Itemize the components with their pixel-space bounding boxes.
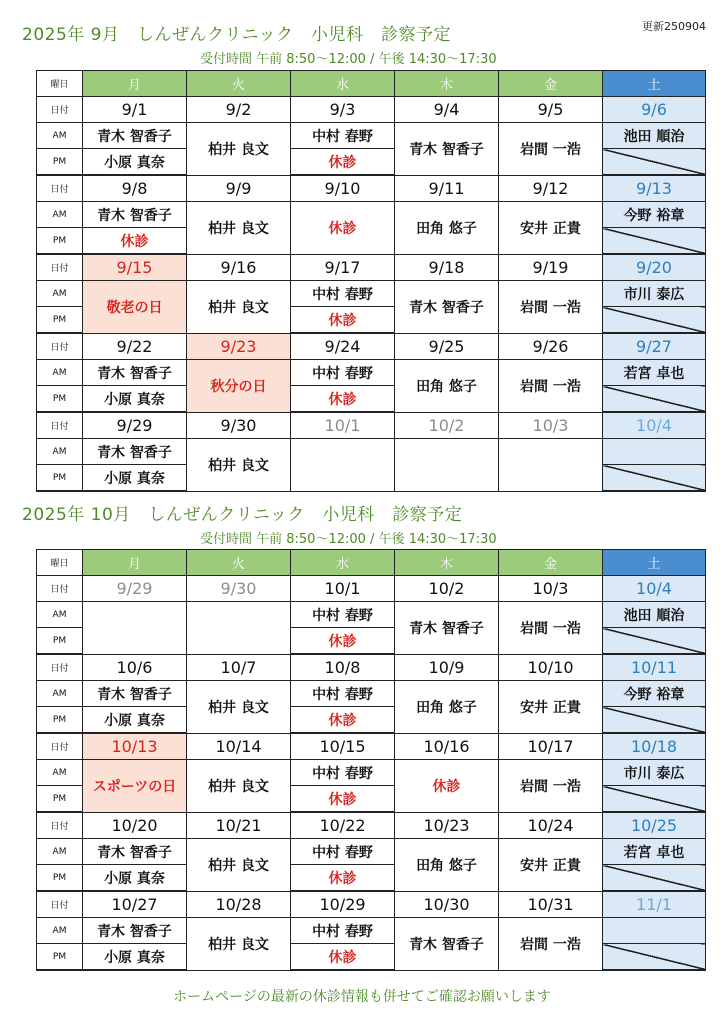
date-cell: 10/30 (395, 891, 499, 918)
date-cell: 10/10 (499, 654, 603, 681)
doctor-cell: 青木 智香子 (83, 439, 187, 465)
date-cell: 10/16 (395, 733, 499, 760)
date-cell: 10/23 (395, 812, 499, 839)
date-cell: 10/7 (187, 654, 291, 681)
doctor-cell: 田角 悠子 (395, 202, 499, 255)
closed-cell: 休診 (291, 149, 395, 176)
date-cell: 10/28 (187, 891, 291, 918)
sat-blank-cell (603, 918, 706, 944)
october-schedule-table (36, 549, 706, 971)
closed-cell: 休診 (395, 760, 499, 813)
empty-cell (187, 602, 291, 655)
header-wed: 水 (291, 550, 395, 576)
doctor-cell: 青木 智香子 (83, 360, 187, 386)
header-wed: 水 (291, 71, 395, 97)
date-cell: 10/31 (499, 891, 603, 918)
closed-cell: 休診 (291, 944, 395, 971)
doctor-cell: 田角 悠子 (395, 681, 499, 734)
sat-pm-slash (603, 707, 706, 734)
date-row-label: 日付 (37, 733, 83, 760)
date-cell-holiday: 10/13 (83, 733, 187, 760)
date-cell: 10/24 (499, 812, 603, 839)
doctor-cell: 中村 春野 (291, 123, 395, 149)
date-cell: 9/29 (83, 412, 187, 439)
sat-pm-slash (603, 865, 706, 892)
doctor-cell: 中村 春野 (291, 360, 395, 386)
date-cell: 9/30 (187, 412, 291, 439)
header-row (37, 550, 706, 576)
doctor-cell: 安井 正貴 (499, 839, 603, 892)
date-cell-sat: 10/18 (603, 733, 706, 760)
date-cell: 10/29 (291, 891, 395, 918)
date-cell-prev-month: 9/30 (187, 576, 291, 602)
header-tue: 火 (187, 71, 291, 97)
sat-pm-slash (603, 944, 706, 971)
october-title: 2025年 10月 しんぜんクリニック 小児科 診察予定 (22, 505, 463, 525)
am-row-label: AM (37, 918, 83, 944)
closed-cell: 休診 (291, 307, 395, 334)
doctor-cell: 中村 春野 (291, 839, 395, 865)
date-cell: 9/2 (187, 97, 291, 123)
doctor-cell: 柏井 良文 (187, 839, 291, 892)
date-cell: 9/17 (291, 254, 395, 281)
date-cell: 9/18 (395, 254, 499, 281)
doctor-cell: 田角 悠子 (395, 839, 499, 892)
doctor-cell: 小原 真奈 (83, 386, 187, 413)
doctor-cell: 柏井 良文 (187, 281, 291, 334)
doctor-cell: 小原 真奈 (83, 707, 187, 734)
date-cell: 9/10 (291, 175, 395, 202)
am-row-label: AM (37, 123, 83, 149)
date-cell-sat: 9/20 (603, 254, 706, 281)
date-row-label: 日付 (37, 654, 83, 681)
am-row-label: AM (37, 202, 83, 228)
footer-note: ホームページの最新の休診情報も併せてご確認お願いします (173, 989, 551, 1005)
date-row-label: 日付 (37, 254, 83, 281)
date-cell-sat: 9/13 (603, 175, 706, 202)
date-cell-sat: 9/6 (603, 97, 706, 123)
doctor-cell-sat: 池田 順治 (603, 123, 706, 149)
doctor-cell: 岩間 一浩 (499, 760, 603, 813)
pm-row-label: PM (37, 386, 83, 413)
date-cell: 9/5 (499, 97, 603, 123)
date-cell: 9/3 (291, 97, 395, 123)
doctor-cell-sat: 今野 裕章 (603, 681, 706, 707)
header-thu: 木 (395, 550, 499, 576)
pm-row-label: PM (37, 707, 83, 734)
doctor-cell: 柏井 良文 (187, 918, 291, 971)
date-cell: 10/8 (291, 654, 395, 681)
doctor-cell: 中村 春野 (291, 918, 395, 944)
header-row (37, 71, 706, 97)
date-cell: 9/11 (395, 175, 499, 202)
doctor-cell-sat: 市川 泰広 (603, 281, 706, 307)
header-weekday-label: 曜日 (37, 71, 83, 97)
header-fri: 金 (499, 71, 603, 97)
doctor-cell: 中村 春野 (291, 760, 395, 786)
header-weekday-label: 曜日 (37, 550, 83, 576)
holiday-cell: スポーツの日 (83, 760, 187, 813)
date-cell-sat: 10/11 (603, 654, 706, 681)
date-row-label: 日付 (37, 412, 83, 439)
date-cell-next-month: 10/2 (395, 412, 499, 439)
header-mon: 月 (83, 550, 187, 576)
closed-cell: 休診 (291, 707, 395, 734)
pm-row-label: PM (37, 465, 83, 492)
date-cell: 10/22 (291, 812, 395, 839)
am-row-label: AM (37, 839, 83, 865)
doctor-cell: 小原 真奈 (83, 944, 187, 971)
empty-cell (291, 439, 395, 492)
doctor-cell: 青木 智香子 (395, 918, 499, 971)
october-hours: 受付時間 午前 8:50～12:00 / 午後 14:30～17:30 (200, 532, 497, 547)
date-cell: 10/15 (291, 733, 395, 760)
date-cell-next-month: 10/1 (291, 412, 395, 439)
closed-cell: 休診 (291, 865, 395, 892)
header-sat: 土 (603, 550, 706, 576)
date-cell-sat: 9/27 (603, 333, 706, 360)
doctor-cell: 岩間 一浩 (499, 602, 603, 655)
sat-pm-slash (603, 228, 706, 255)
doctor-cell: 柏井 良文 (187, 123, 291, 176)
date-cell: 9/4 (395, 97, 499, 123)
date-cell-sat: 10/25 (603, 812, 706, 839)
empty-cell (499, 439, 603, 492)
date-cell-sat-next-month: 11/1 (603, 891, 706, 918)
pm-row-label: PM (37, 149, 83, 176)
date-cell: 9/19 (499, 254, 603, 281)
pm-row-label: PM (37, 307, 83, 334)
doctor-cell: 青木 智香子 (83, 681, 187, 707)
holiday-cell: 敬老の日 (83, 281, 187, 334)
header-sat: 土 (603, 71, 706, 97)
holiday-cell: 秋分の日 (187, 360, 291, 413)
date-cell: 10/17 (499, 733, 603, 760)
date-row-label: 日付 (37, 97, 83, 123)
date-cell: 10/2 (395, 576, 499, 602)
header-thu: 木 (395, 71, 499, 97)
date-cell: 10/6 (83, 654, 187, 681)
pm-row-label: PM (37, 786, 83, 813)
sat-pm-slash (603, 786, 706, 813)
closed-cell: 休診 (83, 228, 187, 255)
doctor-cell: 柏井 良文 (187, 202, 291, 255)
doctor-cell: 岩間 一浩 (499, 918, 603, 971)
date-cell: 10/20 (83, 812, 187, 839)
date-row-label: 日付 (37, 333, 83, 360)
date-cell: 10/27 (83, 891, 187, 918)
pm-row-label: PM (37, 628, 83, 655)
header-fri: 金 (499, 550, 603, 576)
am-row-label: AM (37, 281, 83, 307)
doctor-cell: 青木 智香子 (395, 123, 499, 176)
september-hours: 受付時間 午前 8:50～12:00 / 午後 14:30～17:30 (200, 52, 497, 67)
pm-row-label: PM (37, 865, 83, 892)
doctor-cell: 中村 春野 (291, 281, 395, 307)
closed-cell: 休診 (291, 628, 395, 655)
header-mon: 月 (83, 71, 187, 97)
date-row-label: 日付 (37, 175, 83, 202)
date-row-label: 日付 (37, 812, 83, 839)
am-row-label: AM (37, 602, 83, 628)
date-cell: 9/25 (395, 333, 499, 360)
doctor-cell: 安井 正貴 (499, 202, 603, 255)
date-cell: 9/26 (499, 333, 603, 360)
september-schedule-table (36, 70, 706, 492)
empty-cell (395, 439, 499, 492)
doctor-cell: 青木 智香子 (83, 123, 187, 149)
doctor-cell: 岩間 一浩 (499, 281, 603, 334)
date-cell-holiday: 9/15 (83, 254, 187, 281)
sat-blank-cell (603, 439, 706, 465)
doctor-cell: 岩間 一浩 (499, 360, 603, 413)
doctor-cell: 小原 真奈 (83, 149, 187, 176)
september-title: 2025年 9月 しんぜんクリニック 小児科 診察予定 (22, 25, 451, 45)
date-cell: 10/14 (187, 733, 291, 760)
doctor-cell-sat: 池田 順治 (603, 602, 706, 628)
doctor-cell-sat: 今野 裕章 (603, 202, 706, 228)
doctor-cell: 岩間 一浩 (499, 123, 603, 176)
sat-pm-slash (603, 465, 706, 492)
date-cell: 9/22 (83, 333, 187, 360)
date-cell-sat-next-month: 10/4 (603, 412, 706, 439)
date-cell: 9/9 (187, 175, 291, 202)
doctor-cell: 柏井 良文 (187, 439, 291, 492)
am-row-label: AM (37, 360, 83, 386)
date-cell: 10/9 (395, 654, 499, 681)
doctor-cell: 柏井 良文 (187, 760, 291, 813)
closed-cell: 休診 (291, 202, 395, 255)
doctor-cell-sat: 若宮 卓也 (603, 839, 706, 865)
date-cell: 10/3 (499, 576, 603, 602)
date-cell: 10/1 (291, 576, 395, 602)
pm-row-label: PM (37, 228, 83, 255)
sat-pm-slash (603, 628, 706, 655)
am-row-label: AM (37, 681, 83, 707)
doctor-cell: 青木 智香子 (395, 281, 499, 334)
doctor-cell-sat: 市川 泰広 (603, 760, 706, 786)
date-cell-sat: 10/4 (603, 576, 706, 602)
date-row-label: 日付 (37, 891, 83, 918)
date-cell: 9/16 (187, 254, 291, 281)
empty-cell (83, 602, 187, 655)
date-cell: 9/1 (83, 97, 187, 123)
am-row-label: AM (37, 760, 83, 786)
doctor-cell: 田角 悠子 (395, 360, 499, 413)
doctor-cell: 青木 智香子 (395, 602, 499, 655)
doctor-cell: 中村 春野 (291, 681, 395, 707)
date-cell: 9/24 (291, 333, 395, 360)
doctor-cell: 青木 智香子 (83, 918, 187, 944)
closed-cell: 休診 (291, 786, 395, 813)
date-cell: 9/12 (499, 175, 603, 202)
date-cell: 10/21 (187, 812, 291, 839)
doctor-cell-sat: 若宮 卓也 (603, 360, 706, 386)
closed-cell: 休診 (291, 386, 395, 413)
date-cell-next-month: 10/3 (499, 412, 603, 439)
doctor-cell: 柏井 良文 (187, 681, 291, 734)
date-cell-prev-month: 9/29 (83, 576, 187, 602)
doctor-cell: 小原 真奈 (83, 465, 187, 492)
doctor-cell: 中村 春野 (291, 602, 395, 628)
doctor-cell: 青木 智香子 (83, 839, 187, 865)
date-cell: 9/8 (83, 175, 187, 202)
am-row-label: AM (37, 439, 83, 465)
date-cell-holiday: 9/23 (187, 333, 291, 360)
doctor-cell: 安井 正貴 (499, 681, 603, 734)
doctor-cell: 小原 真奈 (83, 865, 187, 892)
header-tue: 火 (187, 550, 291, 576)
date-row-label: 日付 (37, 576, 83, 602)
pm-row-label: PM (37, 944, 83, 971)
doctor-cell: 青木 智香子 (83, 202, 187, 228)
updated-stamp: 更新250904 (642, 20, 706, 33)
sat-pm-slash (603, 386, 706, 413)
sat-pm-slash (603, 149, 706, 176)
sat-pm-slash (603, 307, 706, 334)
